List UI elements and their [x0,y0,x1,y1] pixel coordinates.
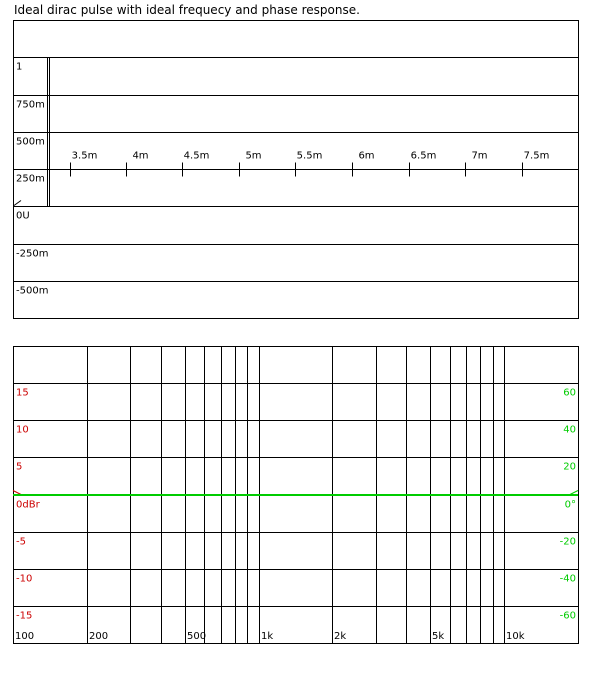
y-right-tick-label: 0° [564,499,576,511]
x-tick-label: 4m [132,150,149,162]
x-tick-label: 5.5m [296,150,323,162]
x-tick-label: 4.5m [183,150,210,162]
y-left-tick-label: -10 [16,573,33,585]
y-tick-label: -500m [16,285,49,297]
y-right-tick-label: -60 [559,610,576,622]
y-right-tick-label: 60 [563,387,576,399]
y-tick-label: 0U [16,210,30,222]
y-right-tick-label: 40 [563,424,576,436]
y-left-tick-label: 15 [16,387,29,399]
x-tick-label: 10k [506,631,525,642]
x-tick-label: 5k [432,631,445,642]
y-left-tick-label: -5 [16,536,26,548]
impulse-response-chart [13,21,579,319]
x-tick-label: 7.5m [523,150,550,162]
y-left-tick-label: 10 [16,424,29,436]
x-tick-label: 100 [15,631,35,642]
y-left-tick-label: -15 [16,610,33,622]
x-tick-label: 3.5m [71,150,98,162]
x-tick-label: 6m [358,150,375,162]
x-tick-label: 200 [89,631,109,642]
chart-title: Ideal dirac pulse with ideal frequecy and phase response. [14,3,360,17]
frequency-response-chart [13,346,579,644]
y-tick-label: 500m [16,136,45,148]
y-left-tick-label: 5 [16,461,23,473]
y-left-tick-label: 0dBr [16,499,40,511]
x-tick-label: 6.5m [410,150,437,162]
y-tick-label: -250m [16,248,49,260]
y-right-tick-label: -20 [559,536,576,548]
y-right-tick-label: 20 [563,461,576,473]
zero-marker [14,201,21,206]
y-tick-label: 250m [16,173,45,185]
x-tick-label: 7m [471,150,488,162]
x-tick-label: 500 [187,631,207,642]
x-tick-label: 2k [334,631,347,642]
x-tick-label: 1k [261,631,274,642]
y-tick-label: 1 [16,61,23,73]
y-right-tick-label: -40 [559,573,576,585]
x-tick-label: 5m [245,150,262,162]
y-tick-label: 750m [16,99,45,111]
